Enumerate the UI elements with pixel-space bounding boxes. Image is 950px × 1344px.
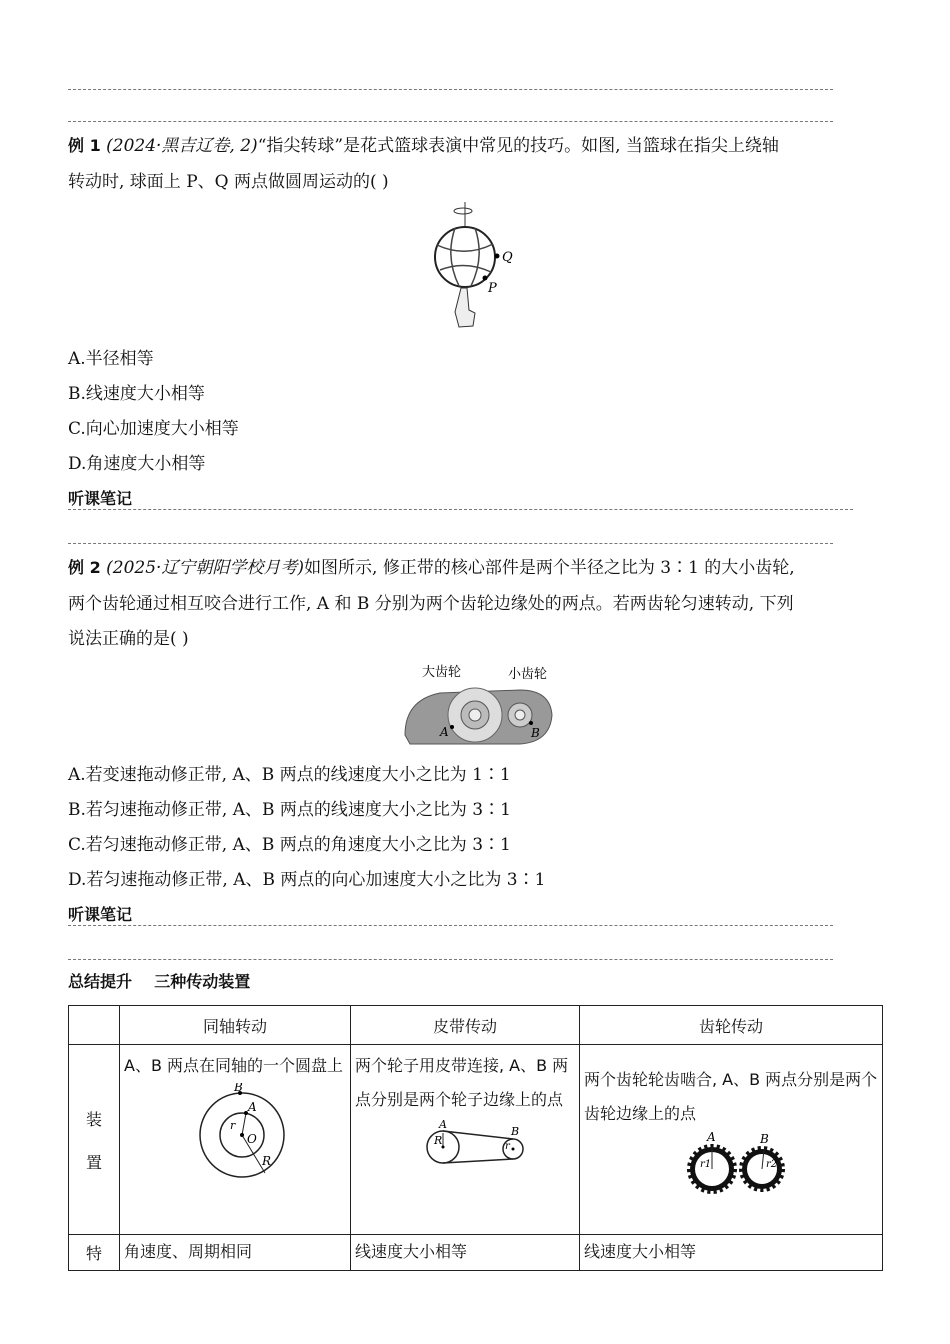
divider: [68, 925, 833, 926]
belt-label-r: r: [505, 1141, 510, 1152]
coaxial-figure: [194, 1083, 294, 1183]
ex1-line1: [68, 134, 779, 158]
ex2-text1: 如图所示, 修正带的核心部件是两个半径之比为 3∶1 的大小齿轮,: [304, 558, 795, 578]
gear-figure: [684, 1131, 804, 1197]
belt-feature: 线速度大小相等: [351, 1235, 580, 1271]
ex2-line1: [68, 556, 795, 580]
ex2-label: 例 2: [68, 558, 101, 577]
ex1-line2: 转动时, 球面上 P、Q 两点做圆周运动的( ): [68, 172, 389, 192]
gear-label-r2: r2: [766, 1159, 778, 1170]
fig-label-q: Q: [502, 250, 513, 265]
ex2-line2: 两个齿轮通过相互咬合进行工作, A 和 B 分别为两个齿轮边缘处的两点。若两齿轮匀速转动, 下列: [68, 594, 794, 614]
cell-coaxial-device: [120, 1045, 351, 1235]
coaxial-label-r: r: [230, 1119, 236, 1132]
belt-label-R: R: [434, 1134, 443, 1147]
basketball-figure: [425, 200, 535, 335]
ex2-option-c: C.若匀速拖动修正带, A、B 两点的角速度大小之比为 3∶1: [68, 835, 511, 855]
belt-label-a: A: [439, 1118, 447, 1131]
coaxial-label-b: B: [234, 1083, 243, 1094]
belt-label-b: B: [511, 1125, 520, 1138]
gear-label-r1: r1: [700, 1159, 712, 1170]
gear-label-b: B: [760, 1132, 769, 1146]
belt-text: 两个轮子用皮带连接, A、B 两点分别是两个轮子边缘上的点: [355, 1056, 569, 1109]
cell-gear-device: [580, 1045, 883, 1235]
row-label-device: 装 置: [69, 1045, 120, 1235]
coaxial-label-R: R: [262, 1154, 272, 1168]
gear-text: 两个齿轮轮齿啮合, A、B 两点分别是两个齿轮边缘上的点: [584, 1070, 878, 1123]
correction-tape-figure: [400, 660, 555, 748]
coaxial-label-o: O: [247, 1132, 257, 1146]
ex2-notes: 听课笔记: [68, 905, 133, 924]
ex2-source: (2025·辽宁朝阳学校月考): [106, 558, 305, 578]
header-gear: 齿轮传动: [580, 1006, 883, 1045]
table-row-feature: [69, 1235, 883, 1271]
header-coaxial: 同轴转动: [120, 1006, 351, 1045]
coaxial-text: A、B 两点在同轴的一个圆盘上: [124, 1056, 344, 1075]
ex1-option-a: A.半径相等: [68, 349, 154, 369]
divider: [68, 509, 853, 510]
coaxial-feature: 角速度、周期相同: [120, 1235, 351, 1271]
divider: [68, 121, 833, 122]
gear-label-a: A: [707, 1131, 716, 1144]
ex2-option-d: D.若匀速拖动修正带, A、B 两点的向心加速度大小之比为 3∶1: [68, 870, 546, 890]
table-row-device: [69, 1045, 883, 1235]
ex2-option-b: B.若匀速拖动修正带, A、B 两点的线速度大小之比为 3∶1: [68, 800, 511, 820]
ex1-label: 例 1: [68, 136, 101, 155]
coaxial-label-a: A: [248, 1100, 257, 1114]
divider: [68, 959, 833, 960]
ex1-notes: 听课笔记: [68, 489, 133, 508]
divider: [68, 543, 833, 544]
cell-belt-device: [351, 1045, 580, 1235]
fig-label-b: B: [531, 726, 540, 740]
gear-feature: 线速度大小相等: [580, 1235, 883, 1271]
transmission-table: [68, 1005, 883, 1271]
summary-title: 总结提升 三种传动装置: [68, 972, 251, 991]
ex1-source: (2024·黑吉辽卷, 2): [106, 136, 258, 156]
table-header-row: [69, 1006, 883, 1045]
fig-label-small-gear: 小齿轮: [508, 667, 548, 682]
fig-label-big-gear: 大齿轮: [422, 665, 462, 680]
divider: [68, 89, 833, 90]
ex1-option-c: C.向心加速度大小相等: [68, 419, 239, 439]
header-belt: 皮带传动: [351, 1006, 580, 1045]
belt-figure: [423, 1117, 533, 1167]
ex1-text1: “指尖转球”是花式篮球表演中常见的技巧。如图, 当篮球在指尖上绕轴: [257, 136, 779, 156]
ex2-option-a: A.若变速拖动修正带, A、B 两点的线速度大小之比为 1∶1: [68, 765, 511, 785]
fig-label-a: A: [440, 725, 449, 739]
row-label-feature: 特: [69, 1235, 120, 1271]
ex1-option-b: B.线速度大小相等: [68, 384, 205, 404]
fig-label-p: P: [488, 281, 497, 296]
header-empty: [69, 1006, 120, 1045]
ex2-line3: 说法正确的是( ): [68, 629, 189, 649]
ex1-option-d: D.角速度大小相等: [68, 454, 206, 474]
